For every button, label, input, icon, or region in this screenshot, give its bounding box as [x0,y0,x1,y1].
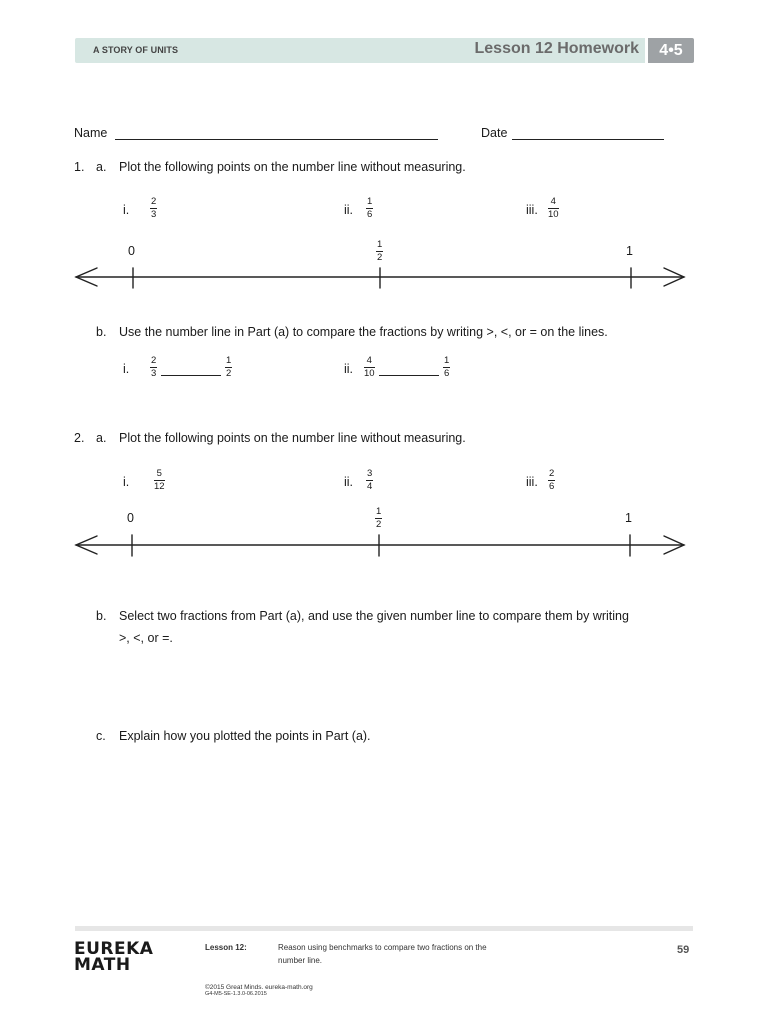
q1b-item-i-label: i. [123,362,130,376]
footer-rule [75,926,693,931]
footer-objective-line1: Reason using benchmarks to compare two fractions on the [278,943,487,952]
q1a-letter: a. [96,160,107,174]
q2-number: 2. [74,431,85,445]
q1b-item-ii-left-fraction: 4 10 [364,355,375,379]
q1b-letter: b. [96,325,107,339]
q2c-letter: c. [96,729,106,743]
footer-copyright: ©2015 Great Minds. eureka-math.org [205,984,313,991]
eureka-math-logo: EUREKA MATH [74,939,154,975]
nl2-label-zero: 0 [127,511,134,525]
q1-number: 1. [74,160,85,174]
q2b-prompt-line1: Select two fractions from Part (a), and use the given number line to compare them by writing [119,609,629,623]
name-label: Name [74,126,108,140]
q2a-item-i-fraction: 5 12 [154,468,165,492]
q1a-prompt: Plot the following points on the number line without measuring. [119,160,466,174]
q2a-item-ii-label: ii. [344,475,354,489]
footer-code: G4-M5-SE-1.3.0-06.2015 [205,991,267,997]
grade-module-badge: 4•5 [648,38,694,63]
nl1-label-one: 1 [626,244,633,258]
q1b-prompt: Use the number line in Part (a) to compare the fractions by writing >, <, or = on the lines. [119,325,608,339]
lesson-title: Lesson 12 Homework [474,40,639,57]
nl2-label-one: 1 [625,511,632,525]
footer-objective-line2: number line. [278,956,323,965]
q1a-item-i-label: i. [123,203,130,217]
q1a-item-iii-label: iii. [526,203,538,217]
nl1-label-half: 1 2 [377,239,383,263]
nl2-label-half: 1 2 [376,506,382,530]
q1a-item-iii-fraction: 4 10 [548,196,559,220]
q2a-item-i-label: i. [123,475,130,489]
q2a-item-iii-fraction: 2 6 [549,468,555,492]
q2a-item-iii-label: iii. [526,475,538,489]
q1b-item-ii-label: ii. [344,362,354,376]
nl1-label-zero: 0 [128,244,135,258]
q1a-item-i-fraction: 2 3 [151,196,157,220]
page-number: 59 [677,944,690,956]
q2b-letter: b. [96,609,107,623]
q2a-prompt: Plot the following points on the number line without measuring. [119,431,466,445]
q2b-prompt-line2: >, <, or =. [119,631,173,645]
footer-lesson-label: Lesson 12: [205,943,247,952]
q2c-prompt: Explain how you plotted the points in Part (a). [119,729,371,743]
date-label: Date [481,126,508,140]
q1a-item-ii-fraction: 1 6 [367,196,373,220]
series-title: A STORY OF UNITS [93,45,179,55]
q1a-item-ii-label: ii. [344,203,354,217]
q2a-item-ii-fraction: 3 4 [367,468,373,492]
q1b-item-i-left-fraction: 2 3 [151,355,157,379]
q1b-item-i-right-fraction: 1 2 [226,355,232,379]
q2a-letter: a. [96,431,107,445]
q1b-item-ii-right-fraction: 1 6 [444,355,450,379]
